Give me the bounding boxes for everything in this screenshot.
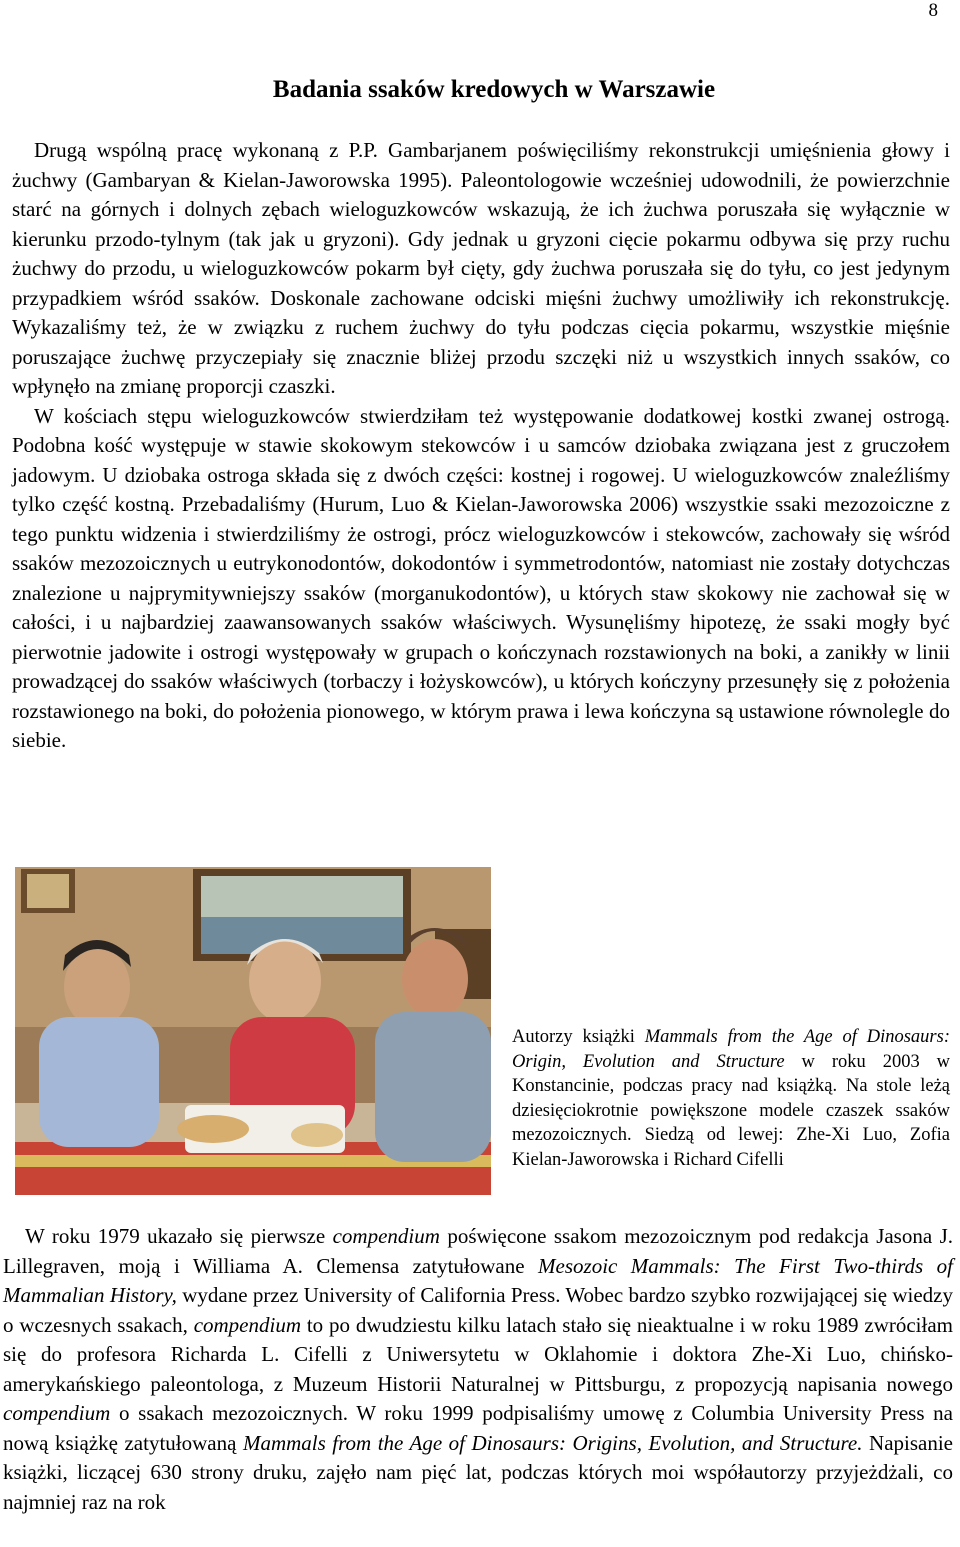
paragraph: W kościach stępu wieloguzkowców stwierdziłam też występowanie dodatkowej kostki zwanej ostrogą. Podobna kość występuje w stawie skokowym stekowców i u samców dziobaka związana jest z gruczołem jadowym. U dziobaka ostroga składa się z dwóch części: kostnej i rogowej. U wieloguzkowców znaleźliśmy tylko część kostną. Przebadaliśmy (Hurum, Luo & Kielan-Jaworowska 2006) wszystkie ssaki mezozoiczne z tego punktu widzenia i stwierdziliśmy że ostrogi, prócz wieloguzkowców i stekowców, zachowały się wśród ssaków mezozoicznych u eutrykonodontów, dokodontów i symmetrodontów, natomiast nie zostały dotychczas znalezione u najprymitywniejszy ssaków (morganukodontów), u których staw skokowy nie zachował się w całości, i u najbardziej zaawansowanych ssaków właściwych. Wysunęliśmy hipotezę, że ssaki mogły być pierwotnie jadowite i ostrogi występowały w grupach o kończynach rozstawionych na boki, a zanikły w linii prowadzącej do ssaków właściwych (torbaczy i łożyskowców), u których kończyny przesunęły się z położenia rozstawionego na boki, do położenia pionowego, w którym prawa i lewa kończyna są ustawione równolegle do siebie. — [12, 403, 950, 752]
body-text-block-1 — [12, 136, 950, 756]
section-heading: Badania ssaków kredowych w Warszawie — [272, 76, 716, 103]
caption-text: Autorzy książki — [512, 1027, 645, 1047]
italic-run: compendium — [3, 1401, 111, 1425]
text-run: poświęcone ssakom mezozoicznym pod redakcja Jasona J. Lillegraven, moją i Williama A. Clemensa zatytułowane — [3, 1224, 954, 1278]
italic-run: Mesozoic Mammals: The First Two-thirds of Mammalian History, — [3, 1253, 954, 1307]
paragraph: Drugą wspólną pracę wykonaną z P.P. Gambarjanem poświęciliśmy rekonstrukcji umięśnienia głowy i żuchwy (Gambaryan & Kielan-Jaworowska 1995). Paleontologowie wcześniej udowodnili, że powierzchnie starć na górnych i dolnych zębach wieloguzkowców wskazują, że ich żuchwa poruszała się wyłącznie w kierunku przodo-tylnym (tak jak u gryzoni). Gdy jednak u gryzoni cięcie pokarmu odbywa się przy ruchu żuchwy do przodu, u wieloguzkowców pokarm był cięty, gdy żuchwa poruszała się do tyłu, co jest jedynym przypadkiem wśród ssaków. Doskonale zachowane odciski mięśni żuchwy umożliwiły ich rekonstrukcję. Wykazaliśmy też, że w związku z ruchem żuchwy do tyłu podczas cięcia pokarmu, wszystkie mięśnie poruszające żuchwę przyczepiały się znacznie bliżej przodu szczęki niż u wszystkich innych ssaków, co wpłynęło na zmianę proporcji czaszki. — [12, 138, 950, 398]
italic-run: Mammals from the Age of Dinosaurs: Origins, Evolution, and Structure. — [242, 1430, 863, 1455]
page-number: 8 — [928, 0, 938, 21]
authors-photo — [15, 867, 491, 1195]
text-run: o ssakach mezozoicznych. W roku 1999 podpisaliśmy umowę z Columbia University Press na nową książkę zatytułowaną — [3, 1401, 953, 1455]
paragraph — [3, 1222, 953, 1517]
authors-photo-illustration — [15, 867, 491, 1195]
caption-text: w roku 2003 w Konstancinie, podczas pracy nad książką. Na stole leżą dziesięciokrotnie powiększone modele czaszek ssaków mezozoicznych. Siedzą od lewej: Zhe-Xi Luo, Zofia Kielan-Jaworowska i Richard Cifelli — [512, 1051, 950, 1170]
text-run: Napisanie książki, liczącej 630 strony druku, zajęło nam pięć lat, podczas których moi współautorzy przyjeżdżali, co najmniej raz na rok — [3, 1430, 953, 1514]
text-run: W roku 1979 ukazało się pierwsze — [25, 1224, 333, 1248]
text-run: to po dwudziestu kilku latach stało się nieaktualne i w roku 1989 zwróciłam się do profesora Richarda L. Cifelli z Uniwersytetu w Oklahomie i doktora Zhe-Xi Luo, chińsko-amerykańskiego paleontologa, z Muzeum Historii Naturalnej w Pittsburgu, z propozycją napisania nowego — [3, 1312, 953, 1396]
italic-run: compendium — [332, 1224, 440, 1248]
caption-book-title: Mammals from the Age of Dinosaurs: Origin, Evolution and Structure — [512, 1027, 950, 1072]
body-text-block-2 — [3, 1222, 953, 1517]
italic-run: compendium — [193, 1312, 301, 1337]
photo-caption — [512, 1025, 950, 1173]
text-run: wydane przez University of California Press. Wobec bardzo szybko rozwijającej się wiedzy o wczesnych ssakach, — [3, 1283, 953, 1337]
